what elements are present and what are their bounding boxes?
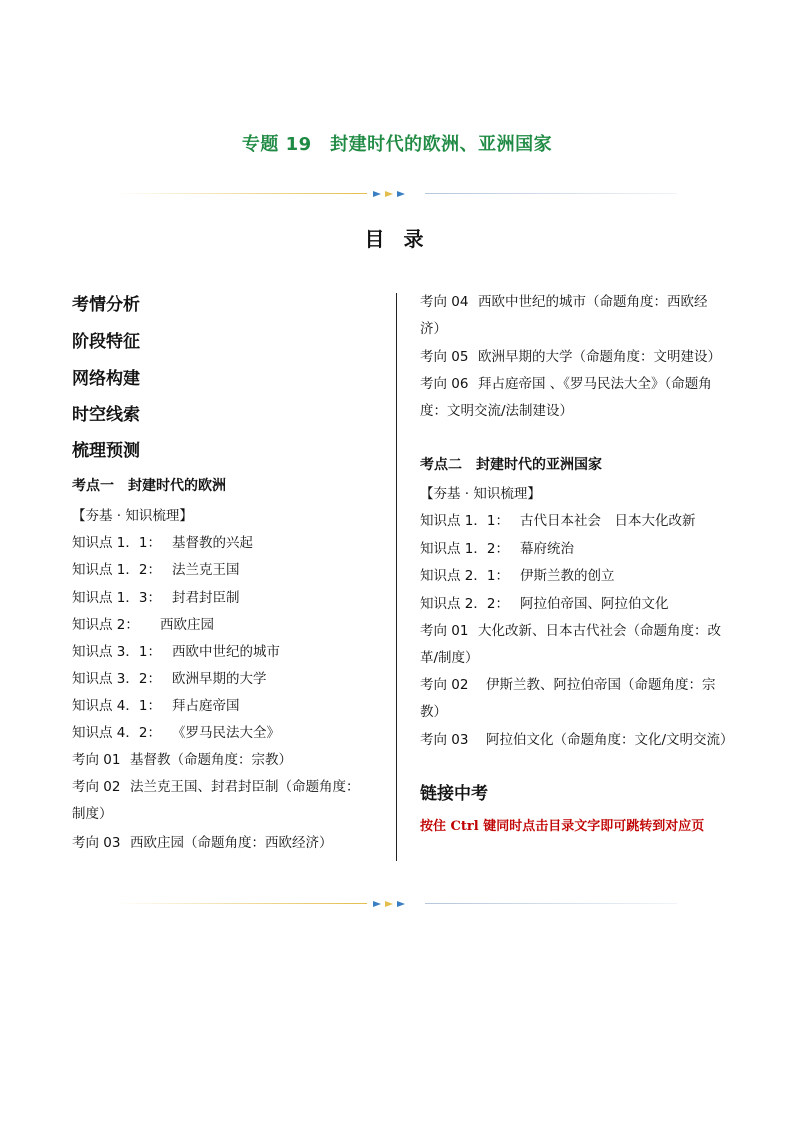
toc-link-kp2-2-1[interactable] [420, 566, 615, 586]
toc-item-label: 知识点 4．1： [72, 698, 161, 714]
top-ornament-divider [115, 189, 677, 199]
toc-item-label: 知识点 2．1： [420, 568, 509, 584]
toc-link-jieduan[interactable]: 阶段特征 [72, 332, 140, 352]
toc-item-label: 考向 02 [420, 677, 469, 693]
toc-item-text: 基督教的兴起 [172, 535, 253, 551]
toc-item-text: 《罗马民法大全》 [172, 725, 280, 741]
toc-item-text: 法兰克王国 [172, 562, 240, 578]
toc-item-label: 考向 03 [420, 732, 469, 748]
toc-link-kp-3-2[interactable] [72, 669, 267, 689]
toc-item-text: 幕府统治 [520, 541, 574, 557]
divider-arrows-icon [373, 899, 419, 909]
divider-arrows-icon [373, 189, 419, 199]
toc-item-label: 知识点 2．2： [420, 596, 509, 612]
toc-item-text: 大化改新、日本古代社会（命题角度：改革/制度） [420, 623, 721, 666]
toc-link-kp2-1-2[interactable] [420, 539, 574, 559]
toc-link-direction2-01[interactable] [420, 618, 726, 672]
toc-item-label: 知识点 1．2： [72, 562, 161, 578]
toc-item-text: 封君封臣制 [172, 590, 240, 606]
toc-item-text: 西欧庄园（命题角度：西欧经济） [130, 835, 333, 851]
toc-link-direction-02[interactable] [72, 774, 372, 828]
toc-item-label: 考向 04 [420, 294, 469, 310]
toc-item-text: 欧洲早期的大学 [172, 671, 267, 687]
toc-link-kp-4-1[interactable] [72, 696, 240, 716]
toc-item-text: 基督教（命题角度：宗教） [130, 752, 292, 768]
toc-link-direction-05[interactable] [420, 347, 721, 367]
toc-item-label: 知识点 1．3： [72, 590, 161, 606]
toc-link-shikong[interactable]: 时空线索 [72, 405, 140, 425]
divider-line-right [425, 903, 677, 904]
toc-item-text: 伊斯兰教的创立 [520, 568, 615, 584]
toc-item-label: 考向 03 [72, 835, 121, 851]
toc-item-label: 知识点 3．2： [72, 671, 161, 687]
toc-item-label: 考向 05 [420, 349, 469, 365]
toc-link-wangluo[interactable]: 网络构建 [72, 369, 140, 389]
toc-item-label: 知识点 2： [72, 617, 139, 633]
toc-link-direction2-02[interactable] [420, 672, 726, 726]
toc-link-direction-03[interactable] [72, 833, 333, 853]
toc-link-section-2[interactable]: 考点二 封建时代的亚洲国家 [420, 457, 602, 473]
toc-link-direction-06[interactable] [420, 371, 726, 425]
toc-link-zhongkao[interactable]: 链接中考 [420, 784, 488, 804]
toc-link-shuli[interactable]: 梳理预测 [72, 441, 140, 461]
toc-item-label: 考向 01 [420, 623, 469, 639]
toc-link-kp2-1-1[interactable] [420, 511, 696, 531]
toc-item-label: 知识点 1．1： [420, 513, 509, 529]
divider-line-left [115, 903, 367, 904]
toc-item-text: 西欧中世纪的城市（命题角度：西欧经济） [420, 294, 708, 337]
divider-line-left [115, 193, 367, 194]
toc-link-section-1[interactable]: 考点一 封建时代的欧洲 [72, 478, 226, 494]
toc-item-text: 拜占庭帝国 [172, 698, 240, 714]
toc-link-section-2-subtitle[interactable]: 【夯基 · 知识梳理】 [420, 486, 541, 502]
toc-item-label: 考向 01 [72, 752, 121, 768]
toc-item-label: 知识点 3．1： [72, 644, 161, 660]
toc-item-text: 阿拉伯文化（命题角度：文化/文明交流） [486, 732, 734, 748]
toc-link-kp2-2-2[interactable] [420, 594, 669, 614]
bottom-ornament-divider [115, 899, 677, 909]
column-divider [396, 293, 397, 861]
divider-line-right [425, 193, 677, 194]
toc-link-direction-04[interactable] [420, 289, 726, 343]
toc-link-kp-1-3[interactable] [72, 588, 240, 608]
toc-link-kp-3-1[interactable] [72, 642, 280, 662]
toc-link-kp-1-1[interactable] [72, 533, 253, 553]
toc-link-section-1-subtitle[interactable]: 【夯基 · 知识梳理】 [72, 508, 193, 524]
toc-link-kp-1-2[interactable] [72, 560, 240, 580]
navigation-hint: 按住 Ctrl 键同时点击目录文字即可跳转到对应页 [420, 819, 705, 834]
toc-link-direction2-03[interactable] [420, 730, 734, 750]
toc-item-label: 知识点 4．2： [72, 725, 161, 741]
toc-item-text: 欧洲早期的大学（命题角度：文明建设） [478, 349, 721, 365]
toc-heading: 目 录 [364, 227, 430, 251]
toc-link-kaoqing[interactable]: 考情分析 [72, 295, 140, 315]
toc-item-text: 古代日本社会 日本大化改新 [520, 513, 696, 529]
toc-item-text: 伊斯兰教、阿拉伯帝国（命题角度：宗教） [420, 677, 716, 720]
toc-link-kp-4-2[interactable] [72, 723, 280, 743]
toc-item-text: 西欧庄园 [160, 617, 214, 633]
toc-link-kp-2[interactable] [72, 615, 214, 635]
toc-item-label: 考向 06 [420, 376, 469, 392]
toc-item-label: 考向 02 [72, 779, 121, 795]
toc-item-text: 法兰克王国、封君封臣制（命题角度：制度） [72, 779, 360, 822]
toc-item-text: 阿拉伯帝国、阿拉伯文化 [520, 596, 669, 612]
toc-link-direction-01[interactable] [72, 750, 292, 770]
toc-item-label: 知识点 1．2： [420, 541, 509, 557]
toc-item-text: 拜占庭帝国 、《罗马民法大全》（命题角度：文明交流/法制建设） [420, 376, 712, 419]
page-title: 专题 19 封建时代的欧洲、亚洲国家 [241, 134, 553, 155]
toc-item-label: 知识点 1．1： [72, 535, 161, 551]
toc-item-text: 西欧中世纪的城市 [172, 644, 280, 660]
